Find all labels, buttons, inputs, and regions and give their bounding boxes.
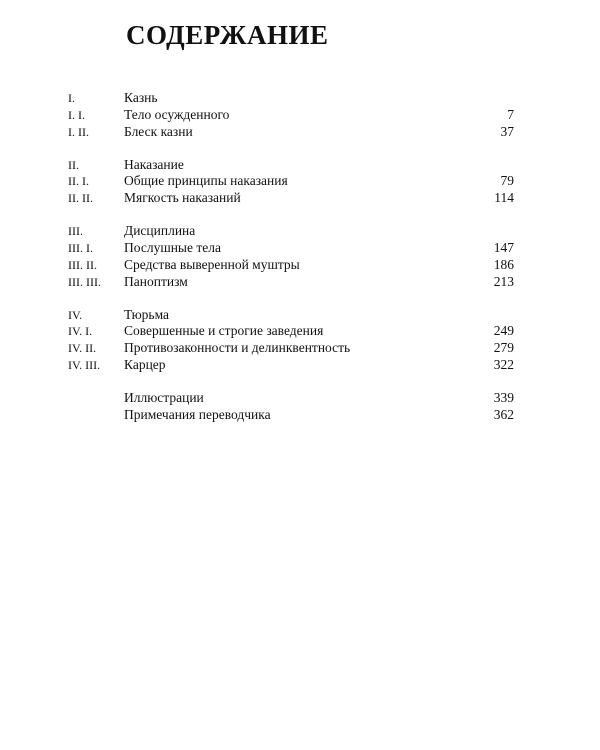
toc-entry[interactable] — [68, 190, 514, 207]
entry-title: Тело осужденного — [124, 106, 230, 122]
section-title: Тюрьма — [124, 306, 170, 322]
spacer — [68, 374, 514, 390]
toc-entry[interactable] — [68, 340, 514, 357]
entry-number — [68, 407, 124, 424]
entry-title: Паноптизм — [124, 273, 188, 289]
entry-title: Послушные тела — [124, 239, 221, 255]
section-heading[interactable] — [68, 90, 514, 107]
entry-page: 249 — [493, 323, 514, 339]
table-of-contents — [68, 90, 514, 424]
section-number: I. — [68, 91, 75, 105]
entry-number: III. III. — [68, 274, 101, 289]
spacer — [68, 290, 514, 306]
toc-entry[interactable] — [68, 274, 514, 291]
section-number: II. — [68, 157, 79, 172]
section-heading[interactable] — [68, 157, 514, 174]
entry-number: IV. III. — [68, 357, 101, 372]
entry-number: III. I. — [68, 240, 93, 255]
toc-entry[interactable] — [68, 107, 514, 124]
entry-page: 7 — [507, 106, 514, 122]
entry-number: I. II. — [68, 124, 89, 139]
entry-number: I. I. — [68, 107, 85, 122]
toc-entry[interactable] — [68, 323, 514, 340]
entry-page: 37 — [500, 123, 514, 139]
section-title: Наказание — [124, 156, 184, 172]
entry-number: II. I. — [68, 174, 89, 189]
toc-entry[interactable] — [68, 257, 514, 274]
entry-number: IV. II. — [68, 341, 97, 356]
section-title: Казнь — [124, 90, 158, 105]
section-number: IV. — [68, 307, 83, 322]
entry-title: Примечания переводчика — [124, 406, 271, 422]
toc-entry-translator-notes[interactable] — [68, 407, 514, 424]
toc-entry[interactable] — [68, 124, 514, 141]
spacer — [68, 140, 514, 156]
entry-number: II. II. — [68, 191, 93, 206]
spacer — [68, 207, 514, 223]
entry-page: 114 — [494, 190, 514, 206]
entry-title: Мягкость наказаний — [124, 190, 241, 206]
toc-entry[interactable] — [68, 240, 514, 257]
toc-entry[interactable] — [68, 173, 514, 190]
section-heading[interactable] — [68, 223, 514, 240]
section-number: III. — [68, 224, 83, 239]
entry-page: 147 — [493, 239, 514, 255]
page-title: СОДЕРЖАНИЕ — [126, 20, 329, 50]
entry-page: 186 — [493, 256, 514, 272]
entry-title: Совершенные и строгие заведения — [124, 323, 324, 339]
entry-title: Противозаконности и делинквентность — [124, 340, 351, 356]
entry-title: Иллюстрации — [124, 389, 204, 405]
entry-page: 322 — [493, 356, 514, 372]
toc-entry[interactable] — [68, 357, 514, 374]
entry-page: 279 — [493, 340, 514, 356]
entry-number: IV. I. — [68, 324, 93, 339]
entry-page: 213 — [493, 273, 514, 289]
entry-number — [68, 390, 124, 407]
entry-page: 339 — [493, 389, 514, 405]
entry-number: III. II. — [68, 257, 97, 272]
section-title: Дисциплина — [124, 223, 196, 239]
entry-title: Карцер — [124, 356, 166, 372]
entry-title: Блеск казни — [124, 123, 193, 139]
entry-title: Средства выверенной муштры — [124, 256, 300, 272]
entry-title: Общие принципы наказания — [124, 173, 288, 189]
entry-page: 79 — [500, 173, 514, 189]
section-heading[interactable] — [68, 307, 514, 324]
entry-page: 362 — [493, 406, 514, 422]
toc-entry-illustrations[interactable] — [68, 390, 514, 407]
